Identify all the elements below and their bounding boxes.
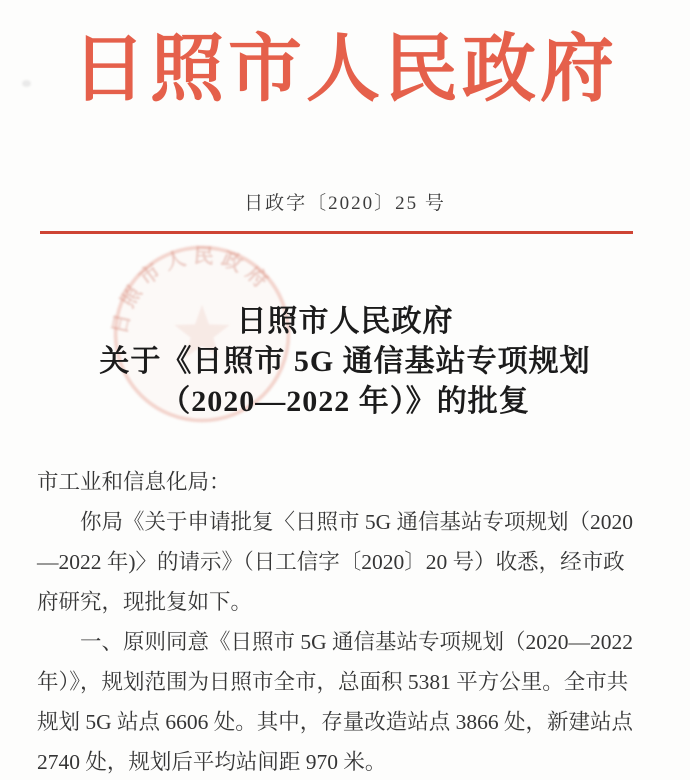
document-title bbox=[0, 302, 690, 422]
body-line: 规划 5G 站点 6606 处。其中，存量改造站点 3866 处，新建站点 bbox=[37, 710, 634, 734]
body-line: 一、原则同意《日照市 5G 通信基站专项规划（2020—2022 bbox=[80, 630, 634, 654]
title-line: （2020—2022 年）》的批复 bbox=[160, 385, 530, 418]
document-body bbox=[37, 462, 653, 780]
seal-arc-text: 日照市人民政府 bbox=[110, 245, 276, 337]
body-line: 你局《关于申请批复〈日照市 5G 通信基站专项规划（2020 bbox=[80, 510, 634, 534]
body-line: —2022 年)〉的请示》（日工信字〔2020〕20 号）收悉，经市政 bbox=[37, 550, 625, 574]
body-line: 2740 处，规划后平均站间距 970 米。 bbox=[37, 750, 387, 774]
salutation-line: 市工业和信息化局： bbox=[37, 470, 231, 494]
title-line: 关于《日照市 5G 通信基站专项规划 bbox=[99, 345, 591, 378]
document-number: 日政字〔2020〕25 号 bbox=[244, 193, 446, 214]
title-line: 日照市人民政府 bbox=[236, 305, 454, 338]
agency-masthead: 日照市人民政府 bbox=[72, 29, 618, 111]
body-line: 府研究，现批复如下。 bbox=[37, 590, 253, 614]
body-line: 年）》，规划范围为日照市全市，总面积 5381 平方公里。全市共 bbox=[37, 670, 629, 694]
red-divider-line bbox=[40, 231, 633, 234]
